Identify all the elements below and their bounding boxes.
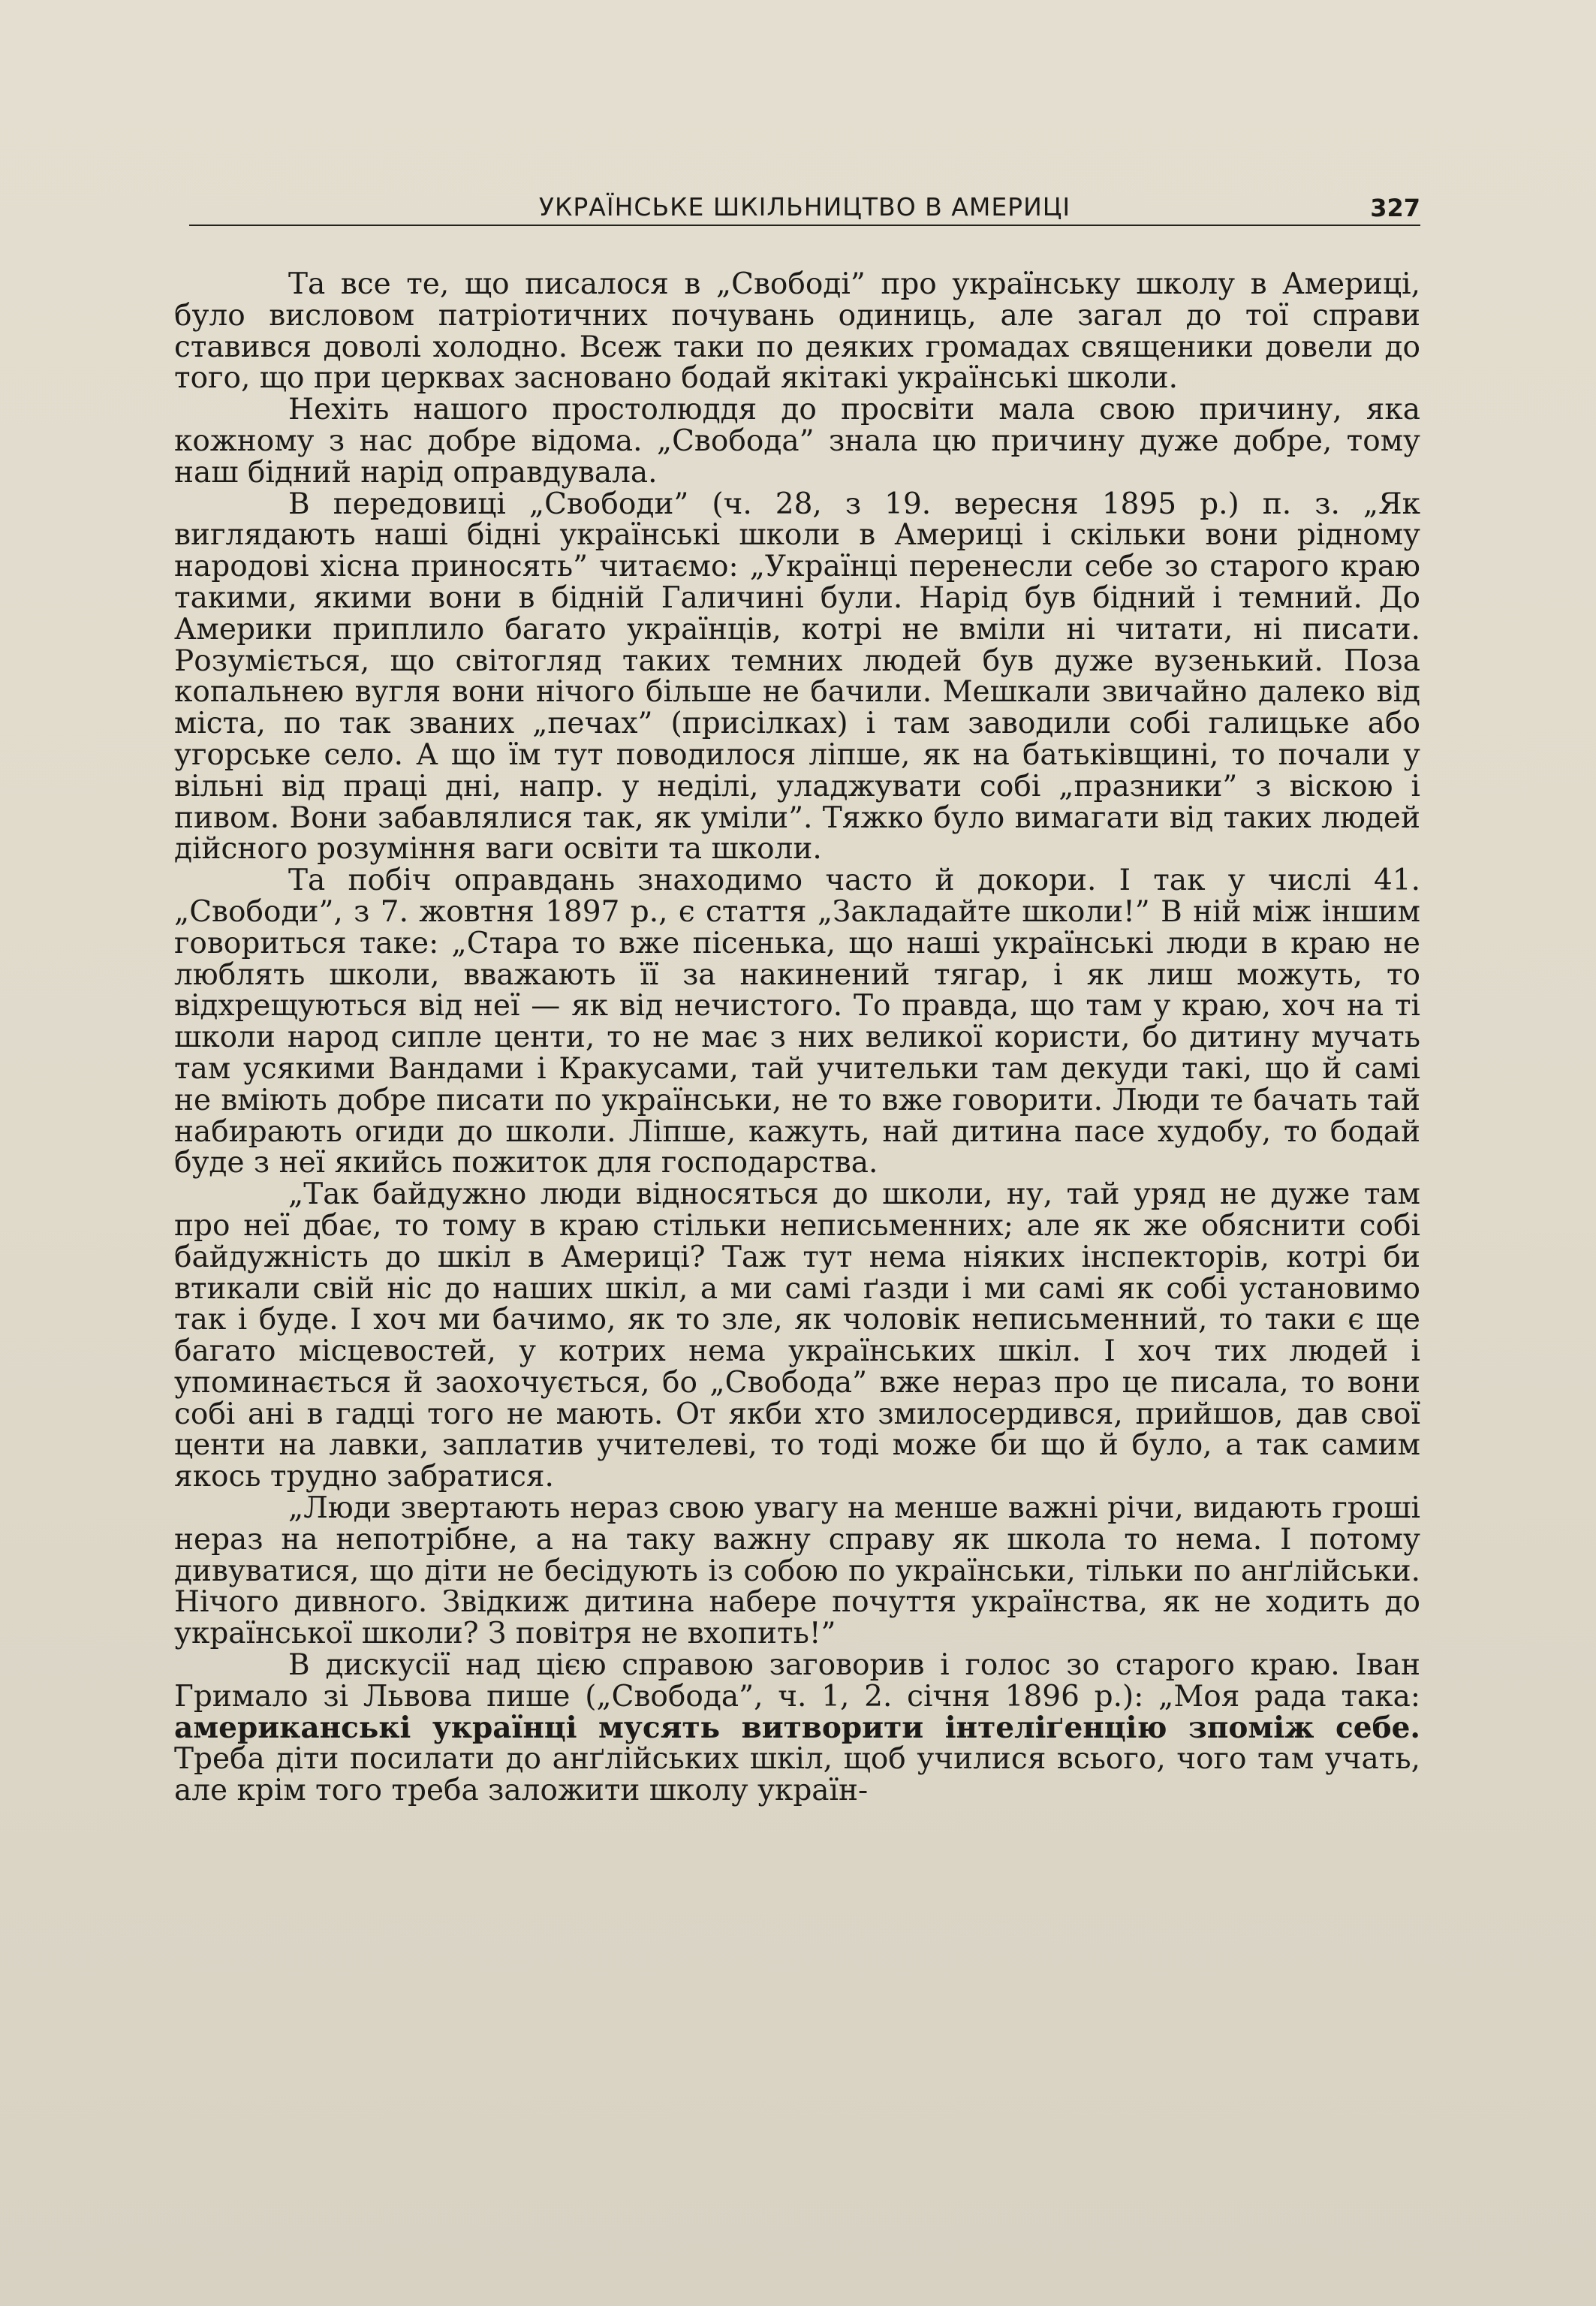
- running-head: [189, 188, 1420, 230]
- paragraph: Та все те, що писалося в „Свободі” про українську школу в Америці, було висловом патріотичних почувань одиниць, але загал до тої справи ставився доволі холодно. Всеж таки по деяких громадах священики довели до того, що при церквах засновано бодай якітакі українські школи.: [174, 267, 1420, 396]
- paragraph: Нехіть нашого простолюддя до просвіти мала свою причину, яка кожному з нас добре відома. „Свобода” знала цю причину дуже добре, тому наш бідний нарід оправдувала.: [174, 393, 1420, 490]
- header-rule: [189, 225, 1420, 226]
- paragraph: В передовиці „Свободи” (ч. 28, з 19. вересня 1895 р.) п. з. „Як виглядають наші бідні українські школи в Америці і скільки вони рідному народові хісна приносять” читаємо: „Українці перенесли себе зо старого краю такими, якими вони в бідній Галичині були. Нарід був бідний і темний. До Америки приплило багато українців, котрі не вміли ні читати, ні писати. Розуміється, що світогляд таких темних людей був дуже вузенький. Поза копальнею вугля вони нічого більше не бачили. Мешкали звичайно далеко від міста, по так званих „печах” (присілках) і там заводили собі галицьке або угорське село. А що їм тут поводилося ліпше, як на батьківщині, то почали у вільні від праці дні, напр. у неділі, уладжувати собі „празники” з віскою і пивом. Вони забавлялися так, як уміли”. Тяжко було вимагати від таких людей дійсного розуміння ваги освіти та школи.: [174, 487, 1420, 867]
- paragraph: „Так байдужно люди відносяться до школи, ну, тай уряд не дуже там про неї дбає, то тому в краю стільки неписьменних; але як же обяснити собі байдужність до шкіл в Америці? Таж тут нема ніяких інспекторів, котрі би втикали свій ніс до наших шкіл, а ми самі ґазди і ми самі як собі установимо так і буде. І хоч ми бачимо, як то зле, як чоловік неписьменний, то таки є ще багато місцевостей, у котрих нема українських шкіл. І хоч тих людей і упоминається й заохочується, бо „Свобода” вже нераз про це писала, то вони собі ані в гадці того не мають. От якби хто змилосердився, прийшов, дав свої центи на лавки, заплатив учителеві, то тоді може би що й було, а так самим якось трудно забратися.: [174, 1177, 1420, 1494]
- running-title: УКРАЇНСЬКЕ ШКІЛЬНИЦТВО В АМЕРИЦІ: [538, 192, 1071, 222]
- paragraph: [174, 1650, 1420, 1807]
- body-text: [174, 269, 1420, 1807]
- paragraph-intro: В дискусії над цією справою заговорив і голос зо старого краю. Іван Гримало зі Львова пише („Свобода”, ч. 1, 2. січня 1896 р.): „Моя рада така:: [174, 1648, 1420, 1714]
- bold-emphasis: американські українці мусять витворити інтеліґенцію зпоміж себе.: [174, 1710, 1420, 1745]
- paragraph-continuation: Треба діти посилати до анґлійських шкіл, щоб училися всього, чого там учать, але крім того треба заложити школу україн-: [174, 1742, 1420, 1808]
- page-number: 327: [1370, 194, 1420, 222]
- paragraph: „Люди звертають нераз свою увагу на менше важні річи, видають гроші нераз на непотрібне, а на таку важну справу як школа то нема. І потому дивуватися, що діти не бесідують із собою по українськи, тільки по анґлійськи. Нічого дивного. Звідкиж дитина набере почуття українства, як не ходить до української школи? З повітря не вхопить!”: [174, 1491, 1420, 1651]
- paragraph: Та побіч оправдань знаходимо часто й докори. І так у числі 41. „Свободи”, з 7. жовтня 1897 р., є стаття „Закладайте школи!” В ній між іншим говориться таке: „Стара то вже пісенька, що наші українські люди в краю не люблять школи, вважають її за накинений тягар, і як лиш можуть, то відхрещуються від неї — як від нечистого. То правда, що там у краю, хоч на ті школи народ сипле центи, то не має з них великої користи, бо дитину мучать там усякими Вандами і Кракусами, тай учительки там декуди такі, що й самі не вміють добре писати по українськи, не то вже говорити. Люди те бачать тай набирають огиди до школи. Ліпше, кажуть, най дитина пасе худобу, то бодай буде з неї якийсь пожиток для господарства.: [174, 864, 1420, 1180]
